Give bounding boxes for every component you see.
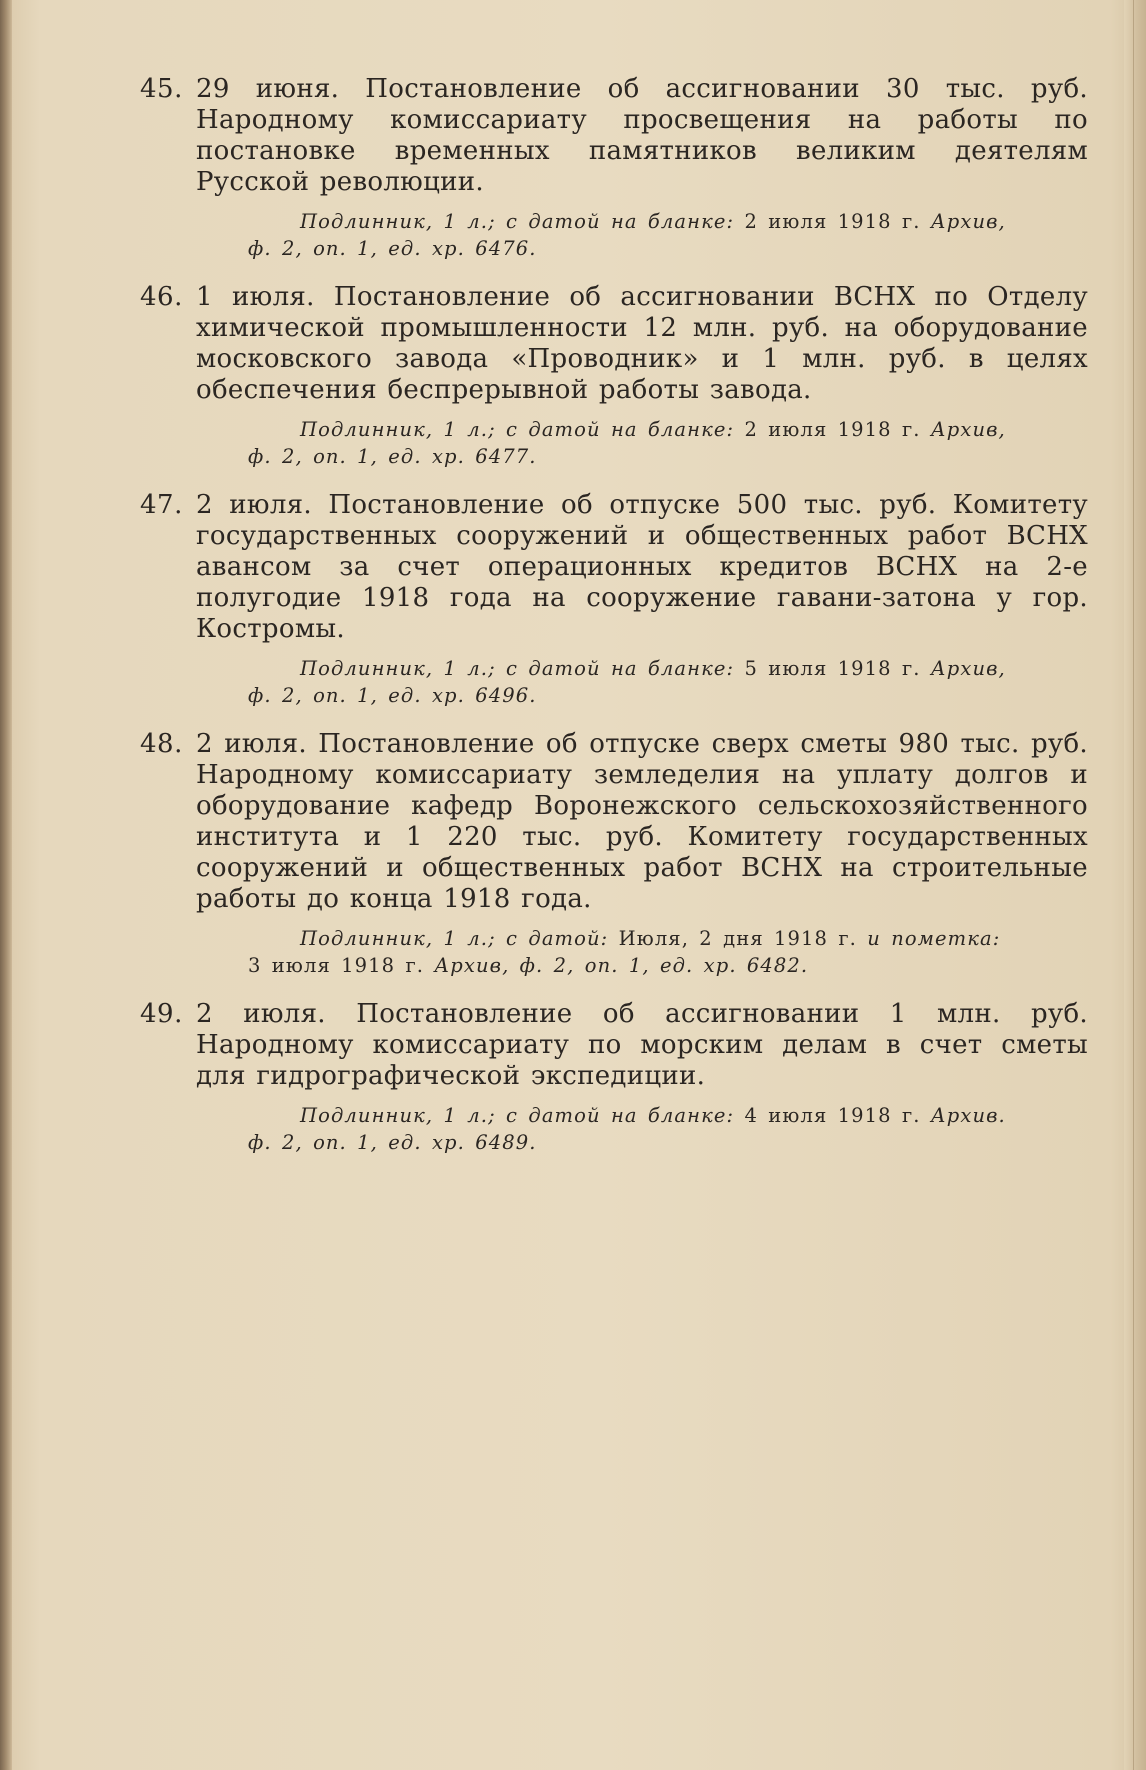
page-edge-line: [1133, 0, 1134, 1770]
note-archive: Архив,: [930, 210, 1006, 233]
entry-48: [140, 729, 1088, 979]
entry-45: [140, 74, 1088, 262]
document-body: [140, 74, 1088, 1176]
entry-text: 29 июня. Постановление об ассигновании 30 тыс. руб. Народному комиссариату просвещения на работы по постановке временных памятников великим деятелям Русской революции.: [196, 74, 1088, 197]
entry-number: 48.: [140, 729, 183, 759]
archive-note: [248, 1102, 1088, 1156]
entry-number: 45.: [140, 74, 183, 104]
note-remark: и пометка:: [867, 927, 1001, 950]
note-source: Подлинник, 1 л.; с датой:: [300, 927, 609, 950]
archive-note: [248, 925, 1088, 979]
note-reference-line: [248, 952, 1088, 979]
archive-note: [248, 208, 1088, 262]
entry-number: 47.: [140, 490, 183, 520]
note-date: 2 июля 1918 г.: [744, 418, 921, 441]
note-source: Подлинник, 1 л.; с датой на бланке:: [300, 210, 735, 233]
note-source: Подлинник, 1 л.; с датой на бланке:: [300, 657, 735, 680]
note-date: Июля, 2 дня 1918 г.: [618, 927, 857, 950]
page-edge: [1124, 0, 1146, 1770]
note-archive: Архив.: [930, 1104, 1006, 1127]
note-remark-date: 3 июля 1918 г.: [248, 954, 425, 977]
entry-number: 46.: [140, 282, 183, 312]
book-spine-shadow: [0, 0, 12, 1770]
entry-number: 49.: [140, 999, 183, 1029]
entry-text: 1 июля. Постановление об ассигновании ВСНХ по Отделу химической промышленности 12 млн. руб. на оборудование московского завода «Проводник» и 1 млн. руб. в целях обеспечения беспрерывной работы завода.: [196, 282, 1088, 405]
note-reference: ф. 2, оп. 1, ед. хр. 6477.: [248, 445, 537, 468]
note-date: 5 июля 1918 г.: [744, 657, 921, 680]
entry-text: 2 июля. Постановление об отпуске сверх сметы 980 тыс. руб. Народному комиссариату земледелия на уплату долгов и оборудование кафедр Воронежского сельскохозяйственного института и 1 220 тыс. руб. Комитету государственных сооружений и общественных работ ВСНХ на строительные работы до конца 1918 года.: [196, 729, 1088, 914]
entry-46: [140, 282, 1088, 470]
note-archive: Архив,: [930, 657, 1006, 680]
note-date: 4 июля 1918 г.: [744, 1104, 921, 1127]
entry-47: [140, 490, 1088, 709]
note-archive: Архив,: [930, 418, 1006, 441]
note-source: Подлинник, 1 л.; с датой на бланке:: [300, 1104, 735, 1127]
note-reference: ф. 2, оп. 1, ед. хр. 6476.: [248, 237, 537, 260]
note-reference: ф. 2, оп. 1, ед. хр. 6489.: [248, 1131, 537, 1154]
archive-note: [248, 416, 1088, 470]
entry-49: [140, 999, 1088, 1156]
note-date: 2 июля 1918 г.: [744, 210, 921, 233]
archive-note: [248, 655, 1088, 709]
entry-text: 2 июля. Постановление об ассигновании 1 млн. руб. Народному комиссариату по морским делам в счет сметы для гидрографической экспедиции.: [196, 999, 1088, 1091]
note-reference: ф. 2, оп. 1, ед. хр. 6496.: [248, 684, 537, 707]
entry-text: 2 июля. Постановление об отпуске 500 тыс. руб. Комитету государственных сооружений и общественных работ ВСНХ авансом за счет операционных кредитов ВСНХ на 2-е полугодие 1918 года на сооружение гавани-затона у гор. Костромы.: [196, 490, 1088, 644]
note-source: Подлинник, 1 л.; с датой на бланке:: [300, 418, 735, 441]
note-reference: Архив, ф. 2, оп. 1, ед. хр. 6482.: [434, 954, 809, 977]
